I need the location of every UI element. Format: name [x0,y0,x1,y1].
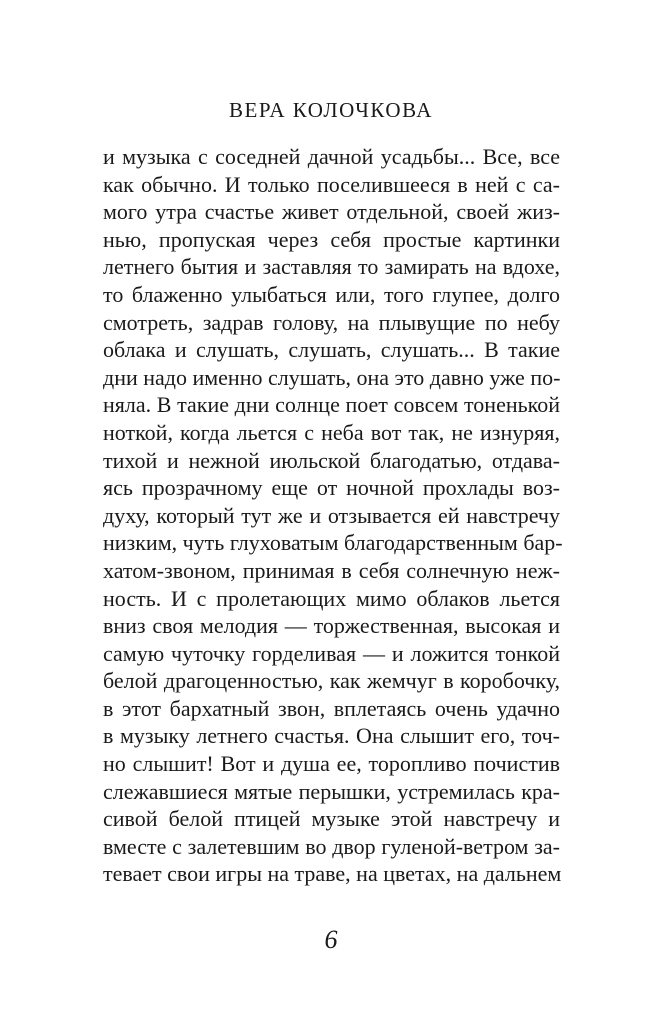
text-line: слежавшиеся мятые перышки, устремилась кра- [103,778,560,804]
text-line: самую чуточку горделивая — и ложится тонкой [103,640,560,666]
text-line: то блаженно улыбаться или, того глупее, долго [103,281,560,307]
text-line: нью, пропуская через себя простые картинки [103,226,560,252]
text-line: в этот бархатный звон, вплетаясь очень удачно [103,695,560,721]
text-line: но слышит! Вот и душа ее, торопливо почистив [103,751,560,777]
text-line: хатом-звоном, принимая в себя солнечную неж- [103,557,560,583]
text-line: смотреть, задрав голову, на плывущие по небу [103,309,560,335]
text-line: няла. В такие дни солнце поет совсем тоненькой [103,392,560,418]
text-line: летнего бытия и заставляя то замирать на вдохе, [103,254,560,280]
text-line: сивой белой птицей музыке этой навстречу и [103,806,560,832]
text-line: тевает свои игры на траве, на цветах, на дальнем [103,861,562,887]
text-line: облака и слушать, слушать, слушать... В такие [103,337,560,363]
text-line: белой драгоценностью, как жемчуг в коробочку, [103,668,560,694]
text-line: ность. И с пролетающих мимо облаков льется [103,585,560,611]
text-line: вниз своя мелодия — торжественная, высокая и [103,613,560,639]
text-line: ясь прозрачному еще от ночной прохлады воз- [103,475,560,501]
text-line: мого утра счастье живет отдельной, своей жиз- [103,199,560,225]
text-line: и музыка с соседней дачной усадьбы... Все, все [103,144,560,169]
text-line: дни надо именно слушать, она это давно уже по- [103,364,561,390]
text-line: низким, чуть глуховатым благодарственным бар- [103,530,563,556]
text-line: духу, который тут же и отзывается ей навстречу [103,502,560,528]
text-line: вместе с залетевшим во двор гуленой-ветром за- [103,833,560,859]
text-line: тихой и нежной июльской благодатью, отдава- [103,447,560,473]
text-line: в музыку летнего счастья. Она слышит его, точ- [103,723,560,749]
text-line: как обычно. И только поселившееся в ней с са- [103,171,560,197]
running-head-author: ВЕРА КОЛОЧКОВА [229,98,433,122]
page-number: 6 [324,925,338,954]
text-line: ноткой, когда льется с неба вот так, не изнуряя, [103,419,560,445]
body-text [103,143,563,888]
